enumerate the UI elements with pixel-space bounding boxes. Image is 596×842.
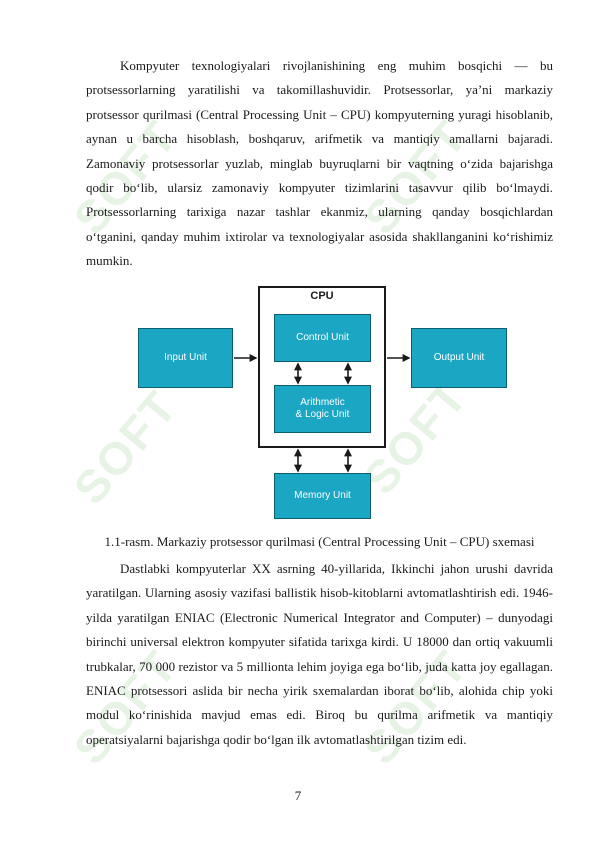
input-unit-box: Input Unit	[138, 328, 233, 388]
history-paragraph: Dastlabki kompyuterlar XX asrning 40-yillarida, Ikkinchi jahon urushi davrida yaratilgan. Ularning asosiy vazifasi ballistik hisob-kitoblarni avtomatlashtirish edi. 1946-yilda yaratilgan ENIAC (Electronic Numerical Integrator and Computer) – dunyodagi birinchi universal elektron kompyuter sifatida tarixga kirdi. U 18000 dan ortiq vakuumli trubkalar, 70 000 rezistor va 5 millionta lehim joyiga ega bo‘lib, juda katta joy egallagan. ENIAC protsessori aslida bir necha yirik sxemalardan iborat bo‘lib, alohida chip yoki modul ko‘rinishida mavjud emas edi. Biroq bu qurilma arifmetik va mantiqiy operatsiyalarni bajarishga qodir bo‘lgan ilk avtomatlashtirilgan tizim edi.	[86, 561, 553, 747]
cpu-label: CPU	[310, 290, 334, 302]
watermark: SOFT	[353, 110, 478, 244]
watermark: SOFT	[63, 640, 188, 774]
watermark: SOFT	[63, 380, 188, 514]
memory-unit-box: Memory Unit	[274, 473, 371, 519]
page-number: 7	[294, 788, 302, 803]
alu-label-line1: Arithmetic	[300, 397, 345, 408]
control-unit-box: Control Unit	[274, 314, 371, 362]
watermark: SOFT	[353, 370, 478, 504]
figure-caption: 1.1-rasm. Markaziy protsessor qurilmasi (Central Processing Unit – CPU) sxemasi	[104, 534, 535, 549]
watermark: SOFT	[63, 110, 188, 244]
intro-paragraph: Kompyuter texnologiyalari rivojlanishining eng muhim bosqichi — bu protsessorlarning yaratilishi va takomillashuvidir. Protsessorlar, ya’ni markaziy protsessor qurilmasi (Central Processing Unit – CPU) kompyuterning yuragi hisoblanib, aynan u barcha hisoblash, boshqaruv, arifmetik va mantiqiy amallarni bajaradi. Zamonaviy protsessorlar yuzlab, minglab buyruqlarni bir vaqtning o‘zida bajarishga qodir bo‘lib, ularsiz zamonaviy kompyuter tizimlarini tasavvur qilib bo‘lmaydi. Protsessorlarning tarixiga nazar tashlar ekanmiz, ularning qanday bosqichlardan o‘tganini, qanday muhim ixtirolar va texnologiyalar asosida shakllanganini ko‘rishimiz mumkin.	[86, 58, 553, 269]
watermark: SOFT	[353, 640, 478, 774]
output-unit-box: Output Unit	[411, 328, 507, 388]
alu-label-line2: & Logic Unit	[295, 409, 350, 420]
alu-box	[274, 385, 371, 433]
